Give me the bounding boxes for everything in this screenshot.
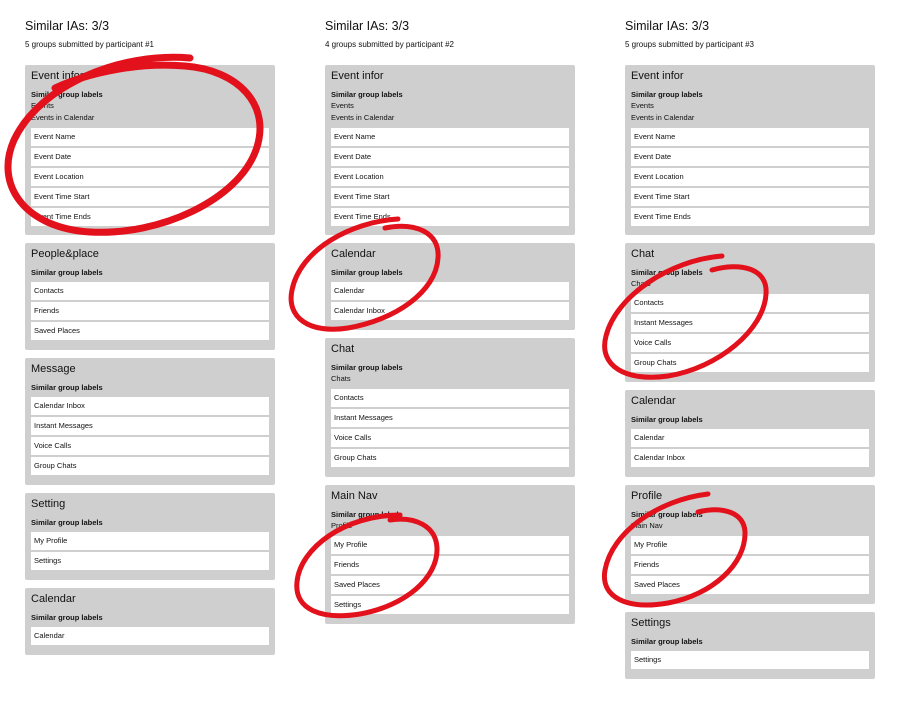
similar-labels-heading: Similar group labels: [31, 383, 103, 392]
group-name: Calendar: [331, 248, 376, 260]
card-item[interactable]: Settings: [631, 651, 869, 669]
similar-label: Events: [331, 101, 354, 110]
group-name: Chat: [631, 248, 655, 260]
card-item[interactable]: Event Time Ends: [331, 208, 569, 226]
card-item[interactable]: Event Time Ends: [631, 208, 869, 226]
card-item[interactable]: Event Location: [631, 168, 869, 186]
card-item[interactable]: Event Name: [631, 128, 869, 146]
group-card[interactable]: [325, 65, 575, 235]
group-card[interactable]: [625, 612, 875, 679]
card-item[interactable]: My Profile: [331, 536, 569, 554]
column-title: Similar IAs: 3/3: [325, 19, 410, 33]
group-card[interactable]: [25, 493, 275, 580]
group-name: People&place: [31, 248, 99, 260]
card-item[interactable]: Event Date: [631, 148, 869, 166]
card-item[interactable]: Voice Calls: [331, 429, 569, 447]
similar-label: Events in Calendar: [631, 113, 695, 122]
similar-labels-heading: Similar group labels: [31, 518, 103, 527]
similar-labels-heading: Similar group labels: [331, 363, 403, 372]
similar-label: Events in Calendar: [331, 113, 395, 122]
card-item[interactable]: Group Chats: [31, 457, 269, 475]
card-item[interactable]: Saved Places: [331, 576, 569, 594]
similar-labels-heading: Similar group labels: [31, 613, 103, 622]
similar-label: Profile: [331, 521, 353, 530]
similar-labels-heading: Similar group labels: [631, 268, 703, 277]
group-card[interactable]: [25, 65, 275, 235]
card-item[interactable]: Event Time Ends: [31, 208, 269, 226]
group-card[interactable]: [325, 485, 575, 624]
card-item[interactable]: Event Location: [31, 168, 269, 186]
group-name: Chat: [331, 343, 355, 355]
card-item[interactable]: Event Time Start: [331, 188, 569, 206]
group-name: Setting: [31, 498, 66, 510]
card-item[interactable]: Friends: [631, 556, 869, 574]
card-item[interactable]: Event Location: [331, 168, 569, 186]
group-name: Event infor: [331, 70, 384, 82]
group-card[interactable]: [625, 390, 875, 477]
group-card[interactable]: [325, 338, 575, 477]
group-name: Event infor: [31, 70, 84, 82]
similar-labels-heading: Similar group labels: [631, 510, 703, 519]
card-item[interactable]: Voice Calls: [31, 437, 269, 455]
card-item[interactable]: Instant Messages: [331, 409, 569, 427]
similar-label: Chats: [331, 374, 351, 383]
card-item[interactable]: Calendar Inbox: [331, 302, 569, 320]
card-item[interactable]: Event Date: [31, 148, 269, 166]
column-subtitle: 5 groups submitted by participant #1: [25, 40, 154, 49]
card-item[interactable]: Calendar: [331, 282, 569, 300]
card-item[interactable]: Event Time Start: [631, 188, 869, 206]
card-item[interactable]: Contacts: [631, 294, 869, 312]
card-item[interactable]: Group Chats: [631, 354, 869, 372]
card-item[interactable]: Settings: [331, 596, 569, 614]
card-item[interactable]: My Profile: [31, 532, 269, 550]
similar-labels-heading: Similar group labels: [331, 510, 403, 519]
card-item[interactable]: Saved Places: [31, 322, 269, 340]
card-item[interactable]: My Profile: [631, 536, 869, 554]
column-title: Similar IAs: 3/3: [25, 19, 110, 33]
group-card[interactable]: [25, 358, 275, 485]
group-name: Calendar: [631, 395, 676, 407]
card-item[interactable]: Event Time Start: [31, 188, 269, 206]
column-subtitle: 5 groups submitted by participant #3: [625, 40, 754, 49]
group-name: Main Nav: [331, 490, 378, 502]
similar-labels-heading: Similar group labels: [631, 637, 703, 646]
column-title: Similar IAs: 3/3: [625, 19, 710, 33]
similar-labels-heading: Similar group labels: [331, 268, 403, 277]
card-item[interactable]: Calendar Inbox: [631, 449, 869, 467]
card-item[interactable]: Contacts: [331, 389, 569, 407]
card-item[interactable]: Event Date: [331, 148, 569, 166]
similar-labels-heading: Similar group labels: [631, 415, 703, 424]
group-card[interactable]: [325, 243, 575, 330]
group-name: Settings: [631, 617, 671, 629]
similar-labels-heading: Similar group labels: [631, 90, 703, 99]
group-card[interactable]: [625, 485, 875, 604]
card-item[interactable]: Calendar Inbox: [31, 397, 269, 415]
similar-labels-heading: Similar group labels: [31, 90, 103, 99]
column-subtitle: 4 groups submitted by participant #2: [325, 40, 454, 49]
similar-label: Main Nav: [631, 521, 663, 530]
group-name: Message: [31, 363, 76, 375]
similar-label: Events in Calendar: [31, 113, 95, 122]
group-card[interactable]: [25, 243, 275, 350]
similar-label: Events: [31, 101, 54, 110]
card-item[interactable]: Friends: [31, 302, 269, 320]
card-item[interactable]: Instant Messages: [31, 417, 269, 435]
group-card[interactable]: [625, 243, 875, 382]
group-name: Profile: [631, 490, 663, 502]
group-name: Calendar: [31, 593, 76, 605]
similar-labels-heading: Similar group labels: [31, 268, 103, 277]
card-item[interactable]: Contacts: [31, 282, 269, 300]
card-item[interactable]: Friends: [331, 556, 569, 574]
card-item[interactable]: Instant Messages: [631, 314, 869, 332]
group-card[interactable]: [625, 65, 875, 235]
card-item[interactable]: Group Chats: [331, 449, 569, 467]
similar-label: Events: [631, 101, 654, 110]
card-item[interactable]: Calendar: [31, 627, 269, 645]
card-item[interactable]: Settings: [31, 552, 269, 570]
card-item[interactable]: Calendar: [631, 429, 869, 447]
card-item[interactable]: Event Name: [31, 128, 269, 146]
card-item[interactable]: Voice Calls: [631, 334, 869, 352]
similar-label: Chats: [631, 279, 651, 288]
card-item[interactable]: Saved Places: [631, 576, 869, 594]
card-item[interactable]: Event Name: [331, 128, 569, 146]
group-card[interactable]: [25, 588, 275, 655]
similar-labels-heading: Similar group labels: [331, 90, 403, 99]
group-name: Event infor: [631, 70, 684, 82]
